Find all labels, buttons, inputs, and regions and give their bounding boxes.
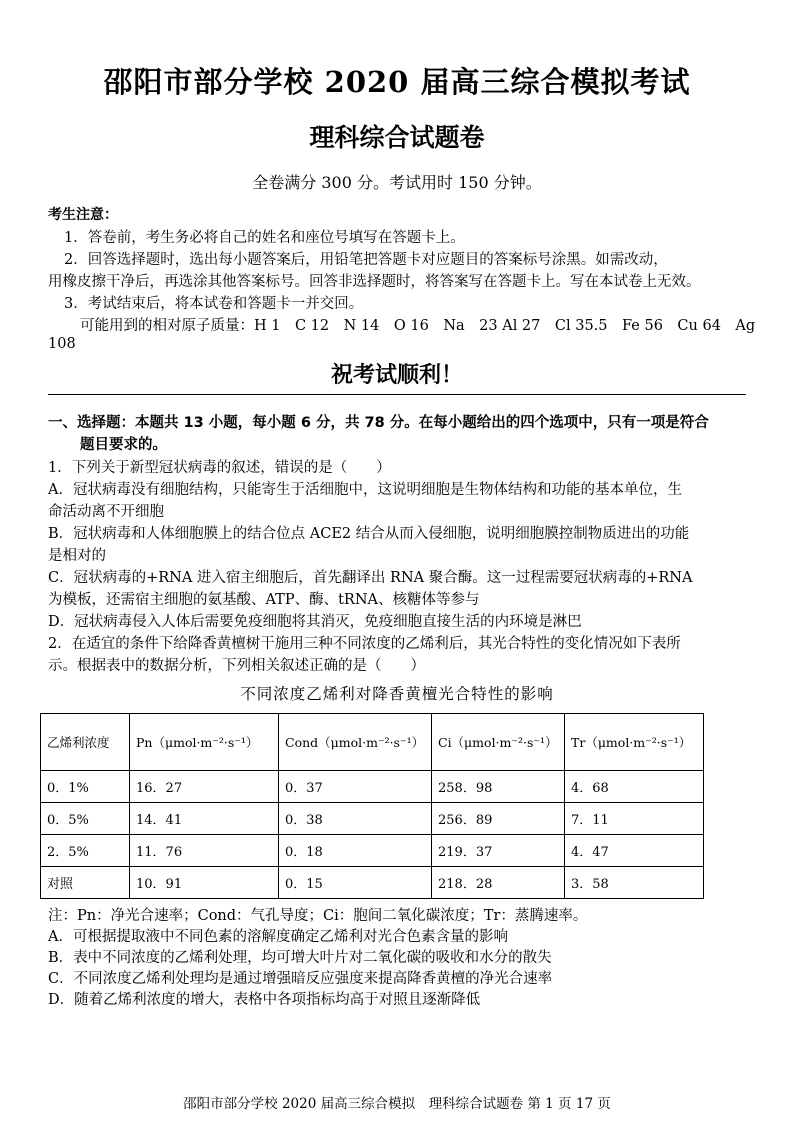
q1-option-b: B．冠状病毒和人体细胞膜上的结合位点 ACE2 结合从而入侵细胞，说明细胞膜控制物质进出的功能 — [48, 526, 690, 542]
table-cell: 0．37 — [279, 771, 432, 803]
table-cell: 4．47 — [565, 835, 704, 867]
q2-stem-cont: 示。根据表中的数据分析，下列相关叙述正确的是（ ） — [48, 658, 425, 674]
notice-item-3: 3．考试结束后，将本试卷和答题卡一并交回。 — [64, 296, 364, 312]
notice-item-2-cont: 用橡皮擦干净后，再选涂其他答案标号。回答非选择题时，将答案写在答题卡上。写在本试卷上无效。 — [48, 274, 701, 290]
q1-option-c: C．冠状病毒的+RNA 进入宿主细胞后，首先翻译出 RNA 聚合酶。这一过程需要冠状病毒的+RNA — [48, 570, 693, 586]
table-cell: 258．98 — [432, 771, 565, 803]
table-cell: 0．1% — [41, 771, 130, 803]
atomic-mass-line: 可能用到的相对原子质量：H 1 C 12 N 14 O 16 Na 23 Al 27 Cl 35.5 Fe 56 Cu 64 Ag — [80, 318, 756, 334]
q2-option-a: A．可根据提取液中不同色素的溶解度确定乙烯利对光合色素含量的影响 — [48, 929, 508, 945]
table-cell: 0．15 — [279, 867, 432, 899]
table-cell: 11．76 — [130, 835, 279, 867]
table-row — [41, 867, 704, 899]
q1-option-b-cont: 是相对的 — [48, 548, 106, 564]
table-cell: 14．41 — [130, 803, 279, 835]
table-cell: 10．91 — [130, 867, 279, 899]
q1-option-a: A．冠状病毒没有细胞结构，只能寄生于活细胞中，这说明细胞是生物体结构和功能的基本单位，生 — [48, 482, 682, 498]
table-caption: 不同浓度乙烯利对降香黄檀光合特性的影响 — [240, 685, 554, 703]
table-cell: 0．18 — [279, 835, 432, 867]
table-cell: 0．38 — [279, 803, 432, 835]
table-cell: 3．58 — [565, 867, 704, 899]
table-cell: 4．68 — [565, 771, 704, 803]
notice-item-2: 2．回答选择题时，选出每小题答案后，用铅笔把答题卡对应题目的答案标号涂黑。如需改动， — [64, 252, 668, 268]
table-header-cell: Tr（μmol·m⁻²·s⁻¹） — [565, 714, 704, 771]
table-header-row — [41, 714, 704, 771]
table-row — [41, 771, 704, 803]
photosynthesis-table — [40, 713, 704, 899]
section-heading: 一、选择题：本题共 13 小题，每小题 6 分，共 78 分。在每小题给出的四个选项中，只有一项是符合 — [48, 415, 709, 431]
q1-option-a-cont: 命活动离不开细胞 — [48, 504, 164, 520]
q2-option-d: D．随着乙烯利浓度的增大，表格中各项指标均高于对照且逐渐降低 — [48, 992, 481, 1008]
score-line: 全卷满分 300 分。考试用时 150 分钟。 — [252, 173, 542, 192]
table-cell: 7．11 — [565, 803, 704, 835]
table-cell: 256．89 — [432, 803, 565, 835]
table-header-cell: 乙烯利浓度 — [41, 714, 130, 771]
atomic-mass-line-cont: 108 — [48, 336, 76, 352]
exam-subtitle: 理科综合试题卷 — [309, 123, 485, 152]
q2-option-b: B．表中不同浓度的乙烯利处理，均可增大叶片对二氧化碳的吸收和水分的散失 — [48, 950, 552, 966]
table-cell: 对照 — [41, 867, 130, 899]
table-cell: 219．37 — [432, 835, 565, 867]
table-row — [41, 803, 704, 835]
table-note: 注：Pn：净光合速率；Cond：气孔导度；Ci：胞间二氧化碳浓度；Tr：蒸腾速率。 — [48, 908, 588, 924]
exam-title: 邵阳市部分学校 2020 届高三综合模拟考试 — [103, 65, 691, 99]
q1-option-d: D．冠状病毒侵入人体后需要免疫细胞将其消灭，免疫细胞直接生活的内环境是淋巴 — [48, 614, 582, 630]
notice-heading: 考生注意： — [48, 207, 118, 223]
q1-option-c-cont: 为模板，还需宿主细胞的氨基酸、ATP、酶、tRNA、核糖体等参与 — [48, 592, 480, 608]
page-footer: 邵阳市部分学校 2020 届高三综合模拟 理科综合试题卷 第 1 页 17 页 — [183, 1096, 611, 1112]
table-cell: 16．27 — [130, 771, 279, 803]
table-header-cell: Pn（μmol·m⁻²·s⁻¹） — [130, 714, 279, 771]
blessing: 祝考试顺利！ — [330, 362, 463, 388]
section-heading-cont: 题目要求的。 — [80, 437, 167, 453]
table-header-cell: Cond（μmol·m⁻²·s⁻¹） — [279, 714, 432, 771]
table-cell: 0．5% — [41, 803, 130, 835]
divider-line — [48, 394, 746, 395]
table-row — [41, 835, 704, 867]
table-cell: 2．5% — [41, 835, 130, 867]
table-header-cell: Ci（μmol·m⁻²·s⁻¹） — [432, 714, 565, 771]
q1-stem: 1．下列关于新型冠状病毒的叙述，错误的是（ ） — [48, 460, 391, 476]
q2-option-c: C．不同浓度乙烯利处理均是通过增强暗反应强度来提高降香黄檀的净光合速率 — [48, 971, 553, 987]
table-cell: 218．28 — [432, 867, 565, 899]
notice-item-1: 1．答卷前，考生务必将自己的姓名和座位号填写在答题卡上。 — [64, 230, 465, 246]
q2-stem: 2．在适宜的条件下给降香黄檀树干施用三种不同浓度的乙烯利后，其光合特性的变化情况如下表所 — [48, 636, 681, 652]
